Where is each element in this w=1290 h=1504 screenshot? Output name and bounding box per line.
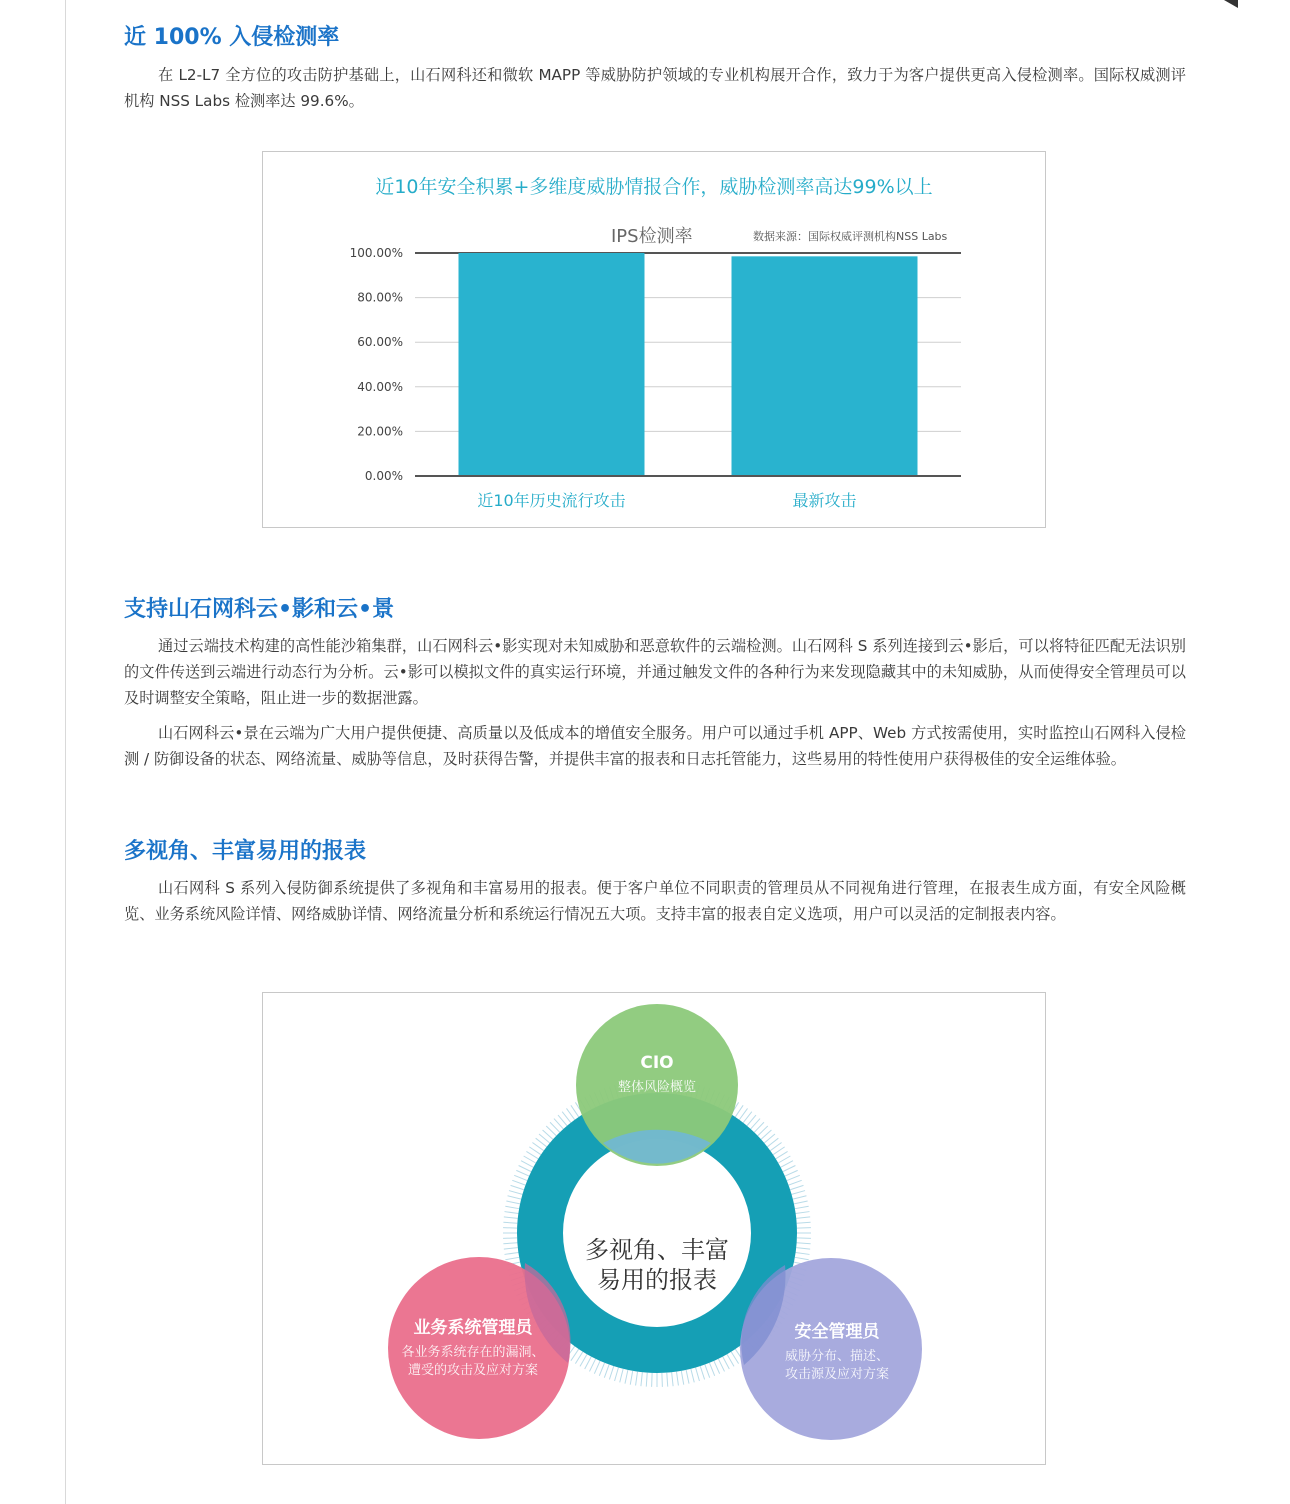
y-tick-label: 0.00% bbox=[364, 469, 403, 483]
section-title-reports: 多视角、丰富易用的报表 bbox=[124, 839, 367, 864]
halo-ray bbox=[516, 1170, 529, 1176]
halo-ray bbox=[795, 1206, 809, 1208]
cio-name: CIO bbox=[640, 1053, 674, 1073]
halo-ray bbox=[615, 1368, 619, 1381]
halo-ray bbox=[727, 1354, 734, 1366]
halo-ray bbox=[504, 1252, 518, 1254]
x-tick-label: 最新攻击 bbox=[792, 491, 857, 510]
chart-subtitle: IPS检测率 bbox=[611, 226, 693, 247]
halo-ray bbox=[575, 1352, 582, 1364]
halo-ray bbox=[604, 1365, 609, 1378]
left-margin-rule bbox=[65, 0, 66, 1504]
halo-ray bbox=[571, 1105, 579, 1117]
halo-ray bbox=[504, 1212, 518, 1214]
halo-ray bbox=[778, 1156, 790, 1163]
security-admin-name: 安全管理员 bbox=[794, 1322, 880, 1342]
halo-ray bbox=[796, 1212, 810, 1214]
halo-ray bbox=[686, 1370, 689, 1384]
chart-title: 近10年安全积累+多维度威胁情报合作，威胁检测率高达99%以上 bbox=[375, 176, 933, 198]
section-title-detection-rate: 近 100% 入侵检测率 bbox=[124, 25, 340, 50]
security-admin-desc-2: 攻击源及应对方案 bbox=[784, 1367, 889, 1382]
y-tick-label: 80.00% bbox=[357, 290, 403, 305]
halo-ray bbox=[636, 1372, 638, 1386]
section-paragraph-cloud-1: 通过云端技术构建的高性能沙箱集群，山石网科云•影实现对未知威胁和恶意软件的云端检测。山石网科 S 系列连接到云•影后，可以将特征匹配无法识别的文件传送到云端进行动态行为分析。云•影可以模拟文件的真实运行环境，并通过触发文件的各种行为来发现隐藏其中的未知威胁，从而使得安全管理员可以及时调整安全策略，阻止进一步的数据泄露。 bbox=[124, 637, 1186, 707]
halo-ray bbox=[571, 1349, 579, 1361]
halo-ray bbox=[735, 1105, 743, 1117]
halo-ray bbox=[514, 1175, 527, 1180]
halo-ray bbox=[505, 1206, 519, 1208]
y-tick-label: 20.00% bbox=[357, 424, 403, 439]
halo-ray bbox=[667, 1373, 668, 1387]
halo-ray bbox=[504, 1248, 518, 1249]
center-label bbox=[557, 1235, 757, 1295]
halo-ray bbox=[526, 1151, 538, 1158]
halo-ray bbox=[691, 1369, 694, 1383]
bar bbox=[459, 253, 645, 476]
halo-ray bbox=[700, 1366, 704, 1379]
y-tick-label: 40.00% bbox=[357, 379, 403, 394]
halo-ray bbox=[519, 1165, 532, 1171]
halo-ray bbox=[723, 1357, 730, 1369]
halo-ray bbox=[529, 1147, 541, 1155]
chart-source: 数据来源：国际权威评测机构NSS Labs bbox=[753, 230, 948, 243]
center-label-line2: 易用的报表 bbox=[597, 1266, 717, 1294]
security-admin-desc-1: 威胁分布、描述、 bbox=[784, 1349, 889, 1364]
halo-ray bbox=[676, 1372, 678, 1386]
business-admin-name: 业务系统管理员 bbox=[413, 1318, 533, 1338]
halo-ray bbox=[672, 1372, 673, 1386]
halo-ray bbox=[709, 1363, 714, 1376]
halo-ray bbox=[503, 1222, 517, 1223]
halo-ray bbox=[796, 1217, 810, 1218]
halo-ray bbox=[630, 1371, 632, 1385]
halo-ray bbox=[503, 1243, 517, 1244]
cio-label bbox=[577, 1053, 737, 1097]
halo-ray bbox=[781, 1161, 793, 1168]
corner-arrow-icon bbox=[1224, 0, 1238, 8]
y-tick-label: 100.00% bbox=[349, 246, 403, 260]
halo-ray bbox=[718, 1359, 724, 1372]
x-tick-label: 近10年历史流行攻击 bbox=[477, 491, 626, 510]
halo-ray bbox=[790, 1185, 803, 1189]
halo-ray bbox=[792, 1191, 805, 1195]
halo-ray bbox=[794, 1201, 808, 1204]
report-roles-figure bbox=[262, 992, 1046, 1465]
security-admin-label bbox=[757, 1317, 917, 1384]
halo-ray bbox=[594, 1361, 600, 1374]
halo-ray bbox=[797, 1243, 811, 1244]
halo-ray bbox=[508, 1196, 522, 1199]
halo-ray bbox=[793, 1196, 807, 1199]
halo-ray bbox=[506, 1201, 520, 1204]
bar-chart bbox=[263, 152, 1045, 527]
halo-ray bbox=[773, 1147, 785, 1155]
halo-ray bbox=[783, 1165, 796, 1171]
center-label-line1: 多视角、丰富 bbox=[585, 1236, 729, 1264]
halo-ray bbox=[714, 1361, 720, 1374]
cio-desc: 整体风险概览 bbox=[617, 1080, 696, 1095]
halo-ray bbox=[620, 1369, 623, 1383]
halo-ray bbox=[589, 1359, 595, 1372]
y-tick-label: 60.00% bbox=[357, 335, 403, 350]
halo-ray bbox=[641, 1372, 642, 1386]
halo-ray bbox=[681, 1371, 683, 1385]
halo-ray bbox=[504, 1217, 518, 1218]
halo-ray bbox=[646, 1373, 647, 1387]
halo-ray bbox=[521, 1161, 533, 1168]
ips-chart-figure bbox=[262, 151, 1046, 528]
business-admin-desc-2: 遭受的攻击及应对方案 bbox=[407, 1363, 538, 1378]
bar bbox=[732, 256, 918, 476]
halo-ray bbox=[797, 1222, 811, 1223]
halo-ray bbox=[796, 1252, 810, 1254]
halo-ray bbox=[609, 1366, 613, 1379]
halo-ray bbox=[731, 1352, 738, 1364]
halo-ray bbox=[787, 1175, 800, 1180]
halo-ray bbox=[524, 1156, 536, 1163]
section-paragraph-cloud-2: 山石网科云•景在云端为广大用户提供便捷、高质量以及低成本的增值安全服务。用户可以通过手机 APP、Web 方式按需使用，实时监控山石网科入侵检测 / 防御设备的状态、网络流量、威胁等信息，及时获得告警，并提供丰富的报表和日志托管能力，这些易用的特性使用户获得极佳的安全运维体验。 bbox=[124, 724, 1186, 768]
section-paragraph-detection-rate: 在 L2-L7 全方位的攻击防护基础上，山石网科还和微软 MAPP 等威胁防护领域的专业机构展开合作，致力于为客户提供更高入侵检测率。国际权威测评机构 NSS Labs 检测率达 99.6%。 bbox=[124, 66, 1186, 110]
business-admin-label bbox=[383, 1313, 563, 1380]
halo-ray bbox=[796, 1248, 810, 1249]
section-title-cloud: 支持山石网科云•影和云•景 bbox=[124, 597, 395, 622]
halo-ray bbox=[585, 1357, 592, 1369]
halo-ray bbox=[512, 1180, 525, 1185]
business-admin-desc-1: 各业务系统存在的漏洞、 bbox=[401, 1345, 545, 1360]
halo-ray bbox=[789, 1180, 802, 1185]
halo-ray bbox=[705, 1365, 710, 1378]
halo-ray bbox=[625, 1370, 628, 1384]
halo-ray bbox=[599, 1363, 604, 1376]
halo-ray bbox=[785, 1170, 798, 1176]
halo-ray bbox=[776, 1151, 788, 1158]
halo-ray bbox=[505, 1257, 519, 1259]
section-paragraph-reports: 山石网科 S 系列入侵防御系统提供了多视角和丰富易用的报表。便于客户单位不同职责的管理员从不同视角进行管理，在报表生成方面，有安全风险概览、业务系统风险详情、网络威胁详情、网络流量分析和系统运行情况五大项。支持丰富的报表自定义选项，用户可以灵活的定制报表内容。 bbox=[124, 879, 1186, 923]
halo-ray bbox=[580, 1354, 587, 1366]
halo-ray bbox=[795, 1257, 809, 1259]
halo-ray bbox=[509, 1191, 522, 1195]
halo-ray bbox=[511, 1185, 524, 1189]
halo-ray bbox=[696, 1368, 700, 1381]
